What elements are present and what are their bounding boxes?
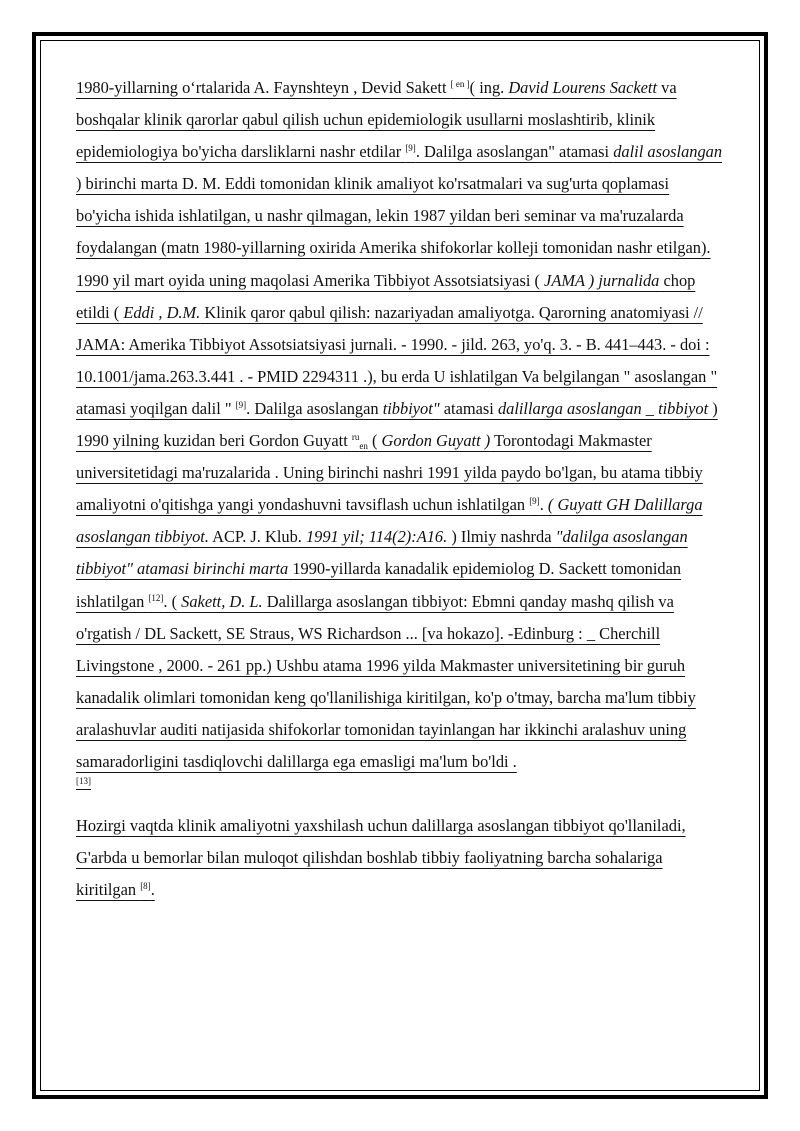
language-link-ru[interactable]: ru bbox=[351, 432, 360, 443]
italic-run: dalillarga asoslangan _ tibbiyot bbox=[497, 398, 709, 418]
text-run: Klinik qaror qabul qilish: nazariyadan amaliyotga. Qarorning anatomiyasi // JAMA: Amerika Tibbiyot Assotsiatsiyasi jurnali. - 1990. - jild. 263, yo'q. 3. - B. 441–443. - doi : 10.1001/jama.263.3.441 . - PMID 2294311 .), bu erda U ishlatilgan Va belgilangan " asoslangan " atamasi yoqilgan dalil " bbox=[76, 302, 718, 418]
italic-run: dalil asoslangan bbox=[613, 142, 723, 162]
citation-12[interactable]: [12] bbox=[148, 592, 164, 603]
text-run: . Dalilga asoslangan bbox=[246, 398, 383, 418]
document-body bbox=[76, 72, 724, 906]
citation-13[interactable]: [13] bbox=[76, 776, 91, 787]
citation-9[interactable]: [9] bbox=[405, 143, 416, 154]
text-run: chop etildi ( bbox=[76, 270, 696, 322]
text-run: ( bbox=[367, 431, 382, 451]
paragraph-gap bbox=[76, 788, 724, 810]
italic-run: JAMA ) jurnalida bbox=[544, 270, 660, 290]
text-run: . bbox=[539, 495, 548, 515]
language-link-en[interactable]: en bbox=[359, 441, 368, 452]
text-run: ) Ilmiy nashrda bbox=[447, 527, 556, 547]
paragraph-current-use bbox=[76, 810, 724, 906]
italic-run: "dalilga asoslangan tibbiyot" atamasi birinchi marta bbox=[76, 527, 688, 579]
text-run: ( ing. bbox=[469, 78, 509, 97]
text-run: Hozirgi vaqtda klinik amaliyotni yaxshilash uchun dalillarga asoslangan tibbiyot qo'llaniladi, G'arbda u bemorlar bilan muloqot qilishdan boshlab tibbiy faoliyatning barcha sohalariga kiritilgan bbox=[76, 816, 686, 900]
text-run: Dalillarga asoslangan tibbiyot: Ebmni qanday mashq qilish va o'rgatish / DL Sackett, SE Straus, WS Richardson ... [va hokazo]. -Edinburg : _ Cherchill Livingstone , 2000. - 261 pp.) Ushbu atama 1996 yilda Makmaster universitetining bir guruh kanadalik olimlari tomonidan keng qo'llanilishiga kiritilgan, ko'p o'tmay, barcha ma'lum tibbiy aralashuvlar auditi natijasida shifokorlar tomonidan tayinlangan har ikkinchi aralashuv uning samaradorligini tasdiqlovchi dalillarga ega emasligi ma'lum bo'ldi . bbox=[76, 591, 696, 771]
italic-run: 1991 yil; 114(2):A16. bbox=[305, 527, 448, 547]
citation-9[interactable]: [9] bbox=[235, 399, 247, 410]
text-run: Torontodagi Makmaster universitetidagi ma'ruzalarida . Uning birinchi nashri 1991 yilda paydo bo'lgan, bu atama tibbiy amaliyotni o'qitishga yangi yondashuvni tavsiflash uchun ishlatilgan bbox=[76, 431, 703, 515]
paragraph-history bbox=[76, 72, 724, 788]
italic-run: David Lourens Sackett bbox=[508, 78, 658, 97]
text-run: ACP. J. Klub. bbox=[208, 527, 306, 547]
text-run: . bbox=[150, 880, 155, 900]
citation-9[interactable]: [9] bbox=[529, 496, 540, 507]
text-run: . ( bbox=[163, 591, 182, 611]
citation-8[interactable]: [8] bbox=[140, 881, 151, 892]
text-run: ) birinchi marta D. M. Eddi tomonidan klinik amaliyot ko'rsatmalari va sug'urta qoplamasi bo'yicha ishida ishlatilgan, u nashr qilmagan, lekin 1987 yildan beri seminar va ma'ruzalarda foydalangan (matn 1980-yillarning oxirida Amerika shifokorlar kolleji tomonidan nashr etilgan). 1990 yil mart oyida uning maqolasi Amerika Tibbiyot Assotsiatsiyasi ( bbox=[76, 174, 711, 290]
text-run: ) 1990 yilning kuzidan beri Gordon Guyatt bbox=[76, 398, 718, 451]
language-link-en[interactable]: [ en ] bbox=[450, 79, 470, 89]
italic-run: Gordon Guyatt ) bbox=[381, 431, 491, 451]
text-run: atamasi bbox=[439, 398, 498, 418]
italic-run: Eddi , D.M. bbox=[123, 302, 201, 322]
italic-run: ( Guyatt GH Dalillarga asoslangan tibbiyot. bbox=[76, 495, 703, 547]
text-run: 1980-yillarning oʻrtalarida A. Faynshteyn , Devid Sakett bbox=[76, 78, 451, 97]
italic-run: Sakett, D. L. bbox=[181, 591, 263, 611]
text-run: . Dalilga asoslangan" atamasi bbox=[415, 142, 614, 162]
italic-run: tibbiyot" bbox=[382, 398, 440, 418]
text-run: va boshqalar klinik qarorlar qabul qilish uchun epidemiologik usullarni moslashtirib, klinik epidemiologiya bo'yicha darsliklarni nashr etdilar bbox=[76, 78, 677, 162]
text-run: 1990-yillarda kanadalik epidemiolog D. Sackett tomonidan ishlatilgan bbox=[76, 559, 682, 611]
